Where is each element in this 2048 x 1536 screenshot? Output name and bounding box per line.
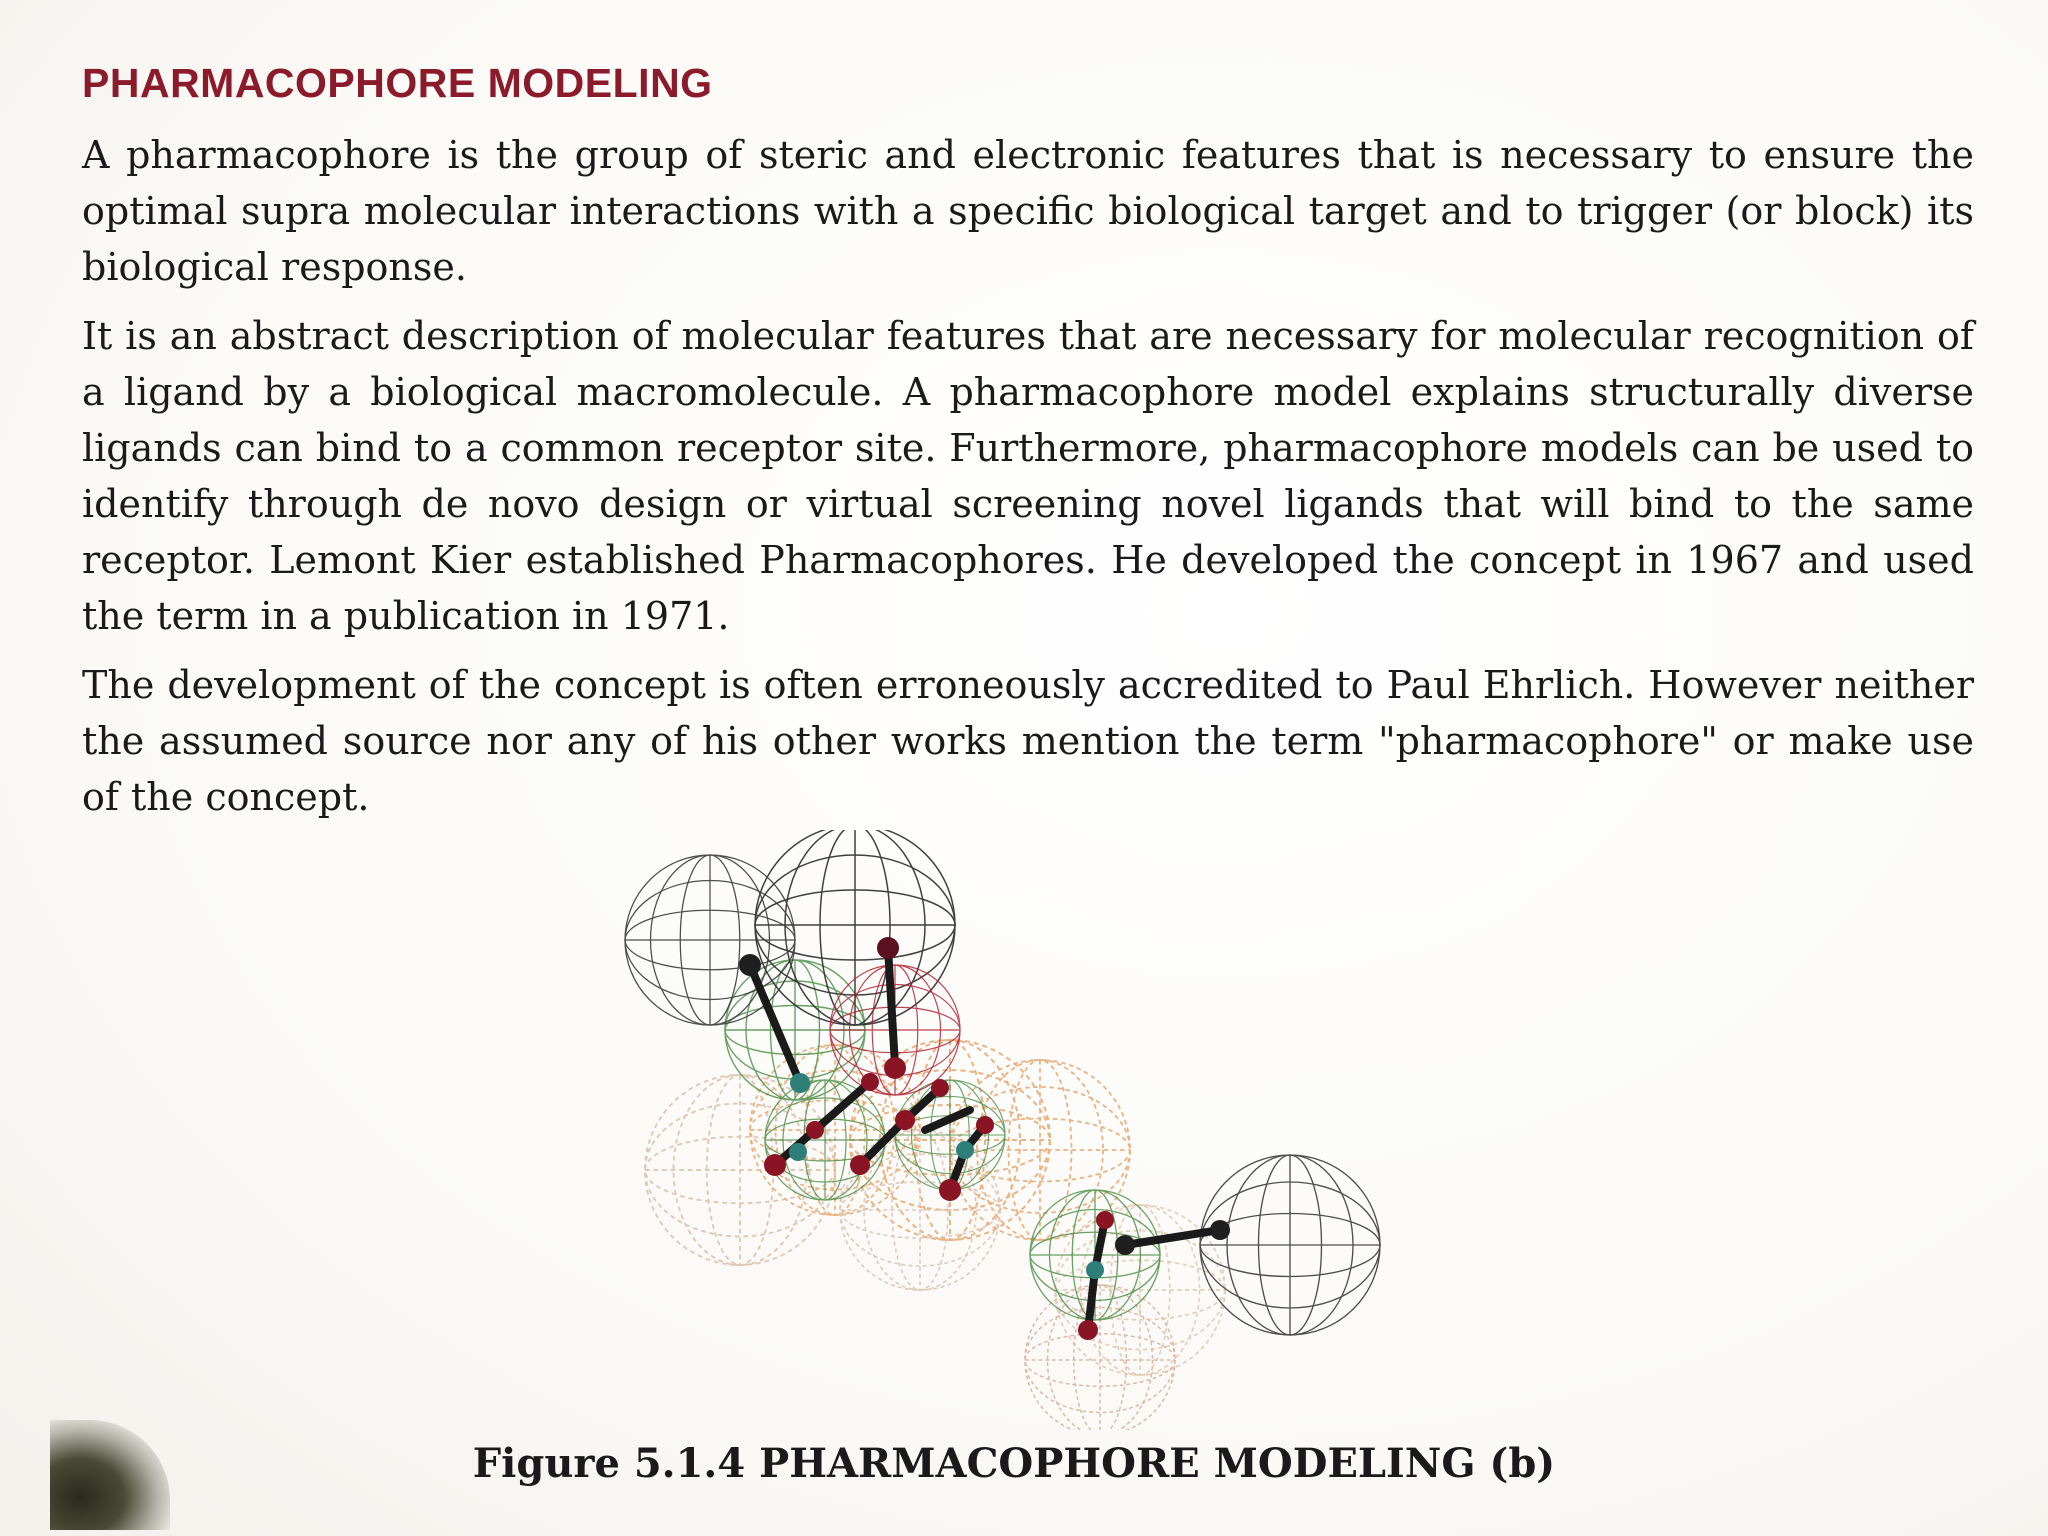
pharmacophore-figure [620,830,1460,1430]
atom-node [895,1110,915,1130]
ligand-atoms [739,937,1230,1340]
atom-node [861,1073,879,1091]
paragraph-definition: A pharmacophore is the group of steric and electronic features that is necessary to ensure the optimal supra molecular interactions with a specific biological target and to trigger (or block) its biological response. [82,133,1974,289]
pharmacophore-model-illustration [620,830,1460,1430]
atom-node [789,1143,807,1161]
atom-node [956,1141,974,1159]
figure-caption-text: Figure 5.1.4 PHARMACOPHORE MODELING (b) [472,1440,1556,1487]
atom-node [884,1057,906,1079]
atom-node [1210,1220,1230,1240]
atom-node [939,1179,961,1201]
figure-caption [0,1440,2048,1487]
atom-node [976,1116,994,1134]
atom-node [1096,1211,1114,1229]
atom-node [764,1154,786,1176]
paragraph-description: It is an abstract description of molecular features that are necessary for molecular recognition of a ligand by a biological macromolecule. A pharmacophore model explains structurally diverse ligands can bind to a common receptor site. Furthermore, pharmacophore models can be used to identify through de novo design or virtual screening novel ligands that will bind to the same receptor. Lemont Kier established Pharmacophores. He developed the concept in 1967 and used the term in a publication in 1971. [82,314,1974,638]
atom-node [806,1121,824,1139]
atom-node [1086,1261,1104,1279]
atom-node [1115,1235,1135,1255]
atom-node [1078,1320,1098,1340]
page-corner-shadow [50,1420,170,1530]
atom-node [877,937,899,959]
acceptor-spheres [625,830,1380,1335]
text-content [82,60,1974,838]
paragraph-history: The development of the concept is often erroneously accredited to Paul Ehrlich. However neither the assumed source nor any of his other works mention the term "pharmacophore" or make use of the concept. [82,663,1974,819]
atom-node [790,1073,810,1093]
atom-node [739,954,761,976]
atom-node [931,1079,949,1097]
atom-node [850,1155,870,1175]
ligand-bonds [750,948,1220,1330]
section-heading: PHARMACOPHORE MODELING [82,60,713,106]
